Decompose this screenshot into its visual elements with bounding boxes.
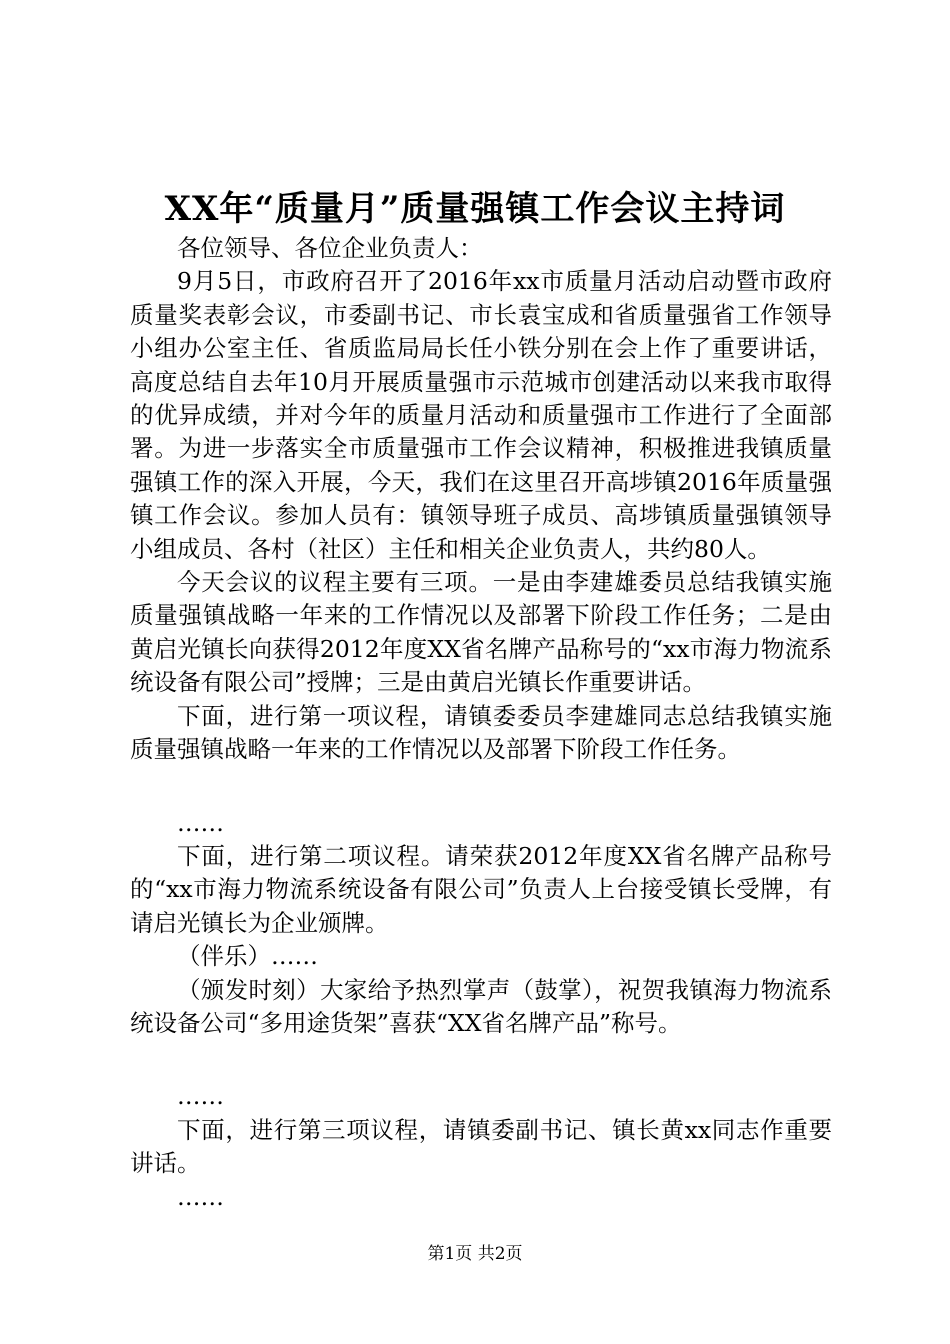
salutation: 各位领导、各位企业负责人： (177, 234, 483, 262)
ellipsis-3: …… (177, 1182, 224, 1211)
paragraph-agenda-item-1: 下面，进行第一项议程，请镇委委员李建雄同志总结我镇实施质量强镇战略一年来的工作情况以及部署下阶段工作任务。 (130, 701, 832, 764)
paragraph-agenda-item-2: 下面，进行第二项议程。请荣获2012年度XX省名牌产品称号的“xx市海力物流系统设备有限公司”负责人上台接受镇长受牌，有请启光镇长为企业颁牌。 (130, 841, 832, 937)
ellipsis-1: …… (177, 808, 224, 837)
paragraph-agenda-item-3: 下面，进行第三项议程，请镇委副书记、镇长黄xx同志作重要讲话。 (130, 1115, 832, 1178)
paragraph-music: （伴乐）…… (177, 942, 318, 971)
spacer (130, 1040, 832, 1080)
document-body (130, 232, 832, 1214)
page-footer: 第1页 共2页 (427, 1244, 523, 1264)
document-title: XX年“质量月”质量强镇工作会议主持词 (164, 189, 786, 229)
paragraph-agenda: 今天会议的议程主要有三项。一是由李建雄委员总结我镇实施质量强镇战略一年来的工作情况以及部署下阶段工作任务；二是由黄启光镇长向获得2012年度XX省名牌产品称号的“xx市海力物流系统设备有限公司”授牌；三是由黄启光镇长作重要讲话。 (130, 568, 832, 697)
paragraph-award-moment: （颁发时刻）大家给予热烈掌声（鼓掌），祝贺我镇海力物流系统设备公司“多用途货架”喜获“XX省名牌产品”称号。 (130, 975, 832, 1037)
ellipsis-2: …… (177, 1082, 224, 1111)
paragraph-background: 9月5日，市政府召开了2016年xx市质量月活动启动暨市政府质量奖表彰会议，市委副书记、市长袁宝成和省质量强省工作领导小组办公室主任、省质监局局长任小铁分别在会上作了重要讲话，高度总结自去年10月开展质量强市示范城市创建活动以来我市取得的优异成绩，并对今年的质量月活动和质量强市工作进行了全面部署。为进一步落实全市质量强市工作会议精神，积极推进我镇质量强镇工作的深入开展，今天，我们在这里召开高埗镇2016年质量强镇工作会议。参加人员有：镇领导班子成员、高埗镇质量强镇领导小组成员、各村（社区）主任和相关企业负责人，共约80人。 (130, 267, 832, 563)
spacer (130, 767, 832, 807)
